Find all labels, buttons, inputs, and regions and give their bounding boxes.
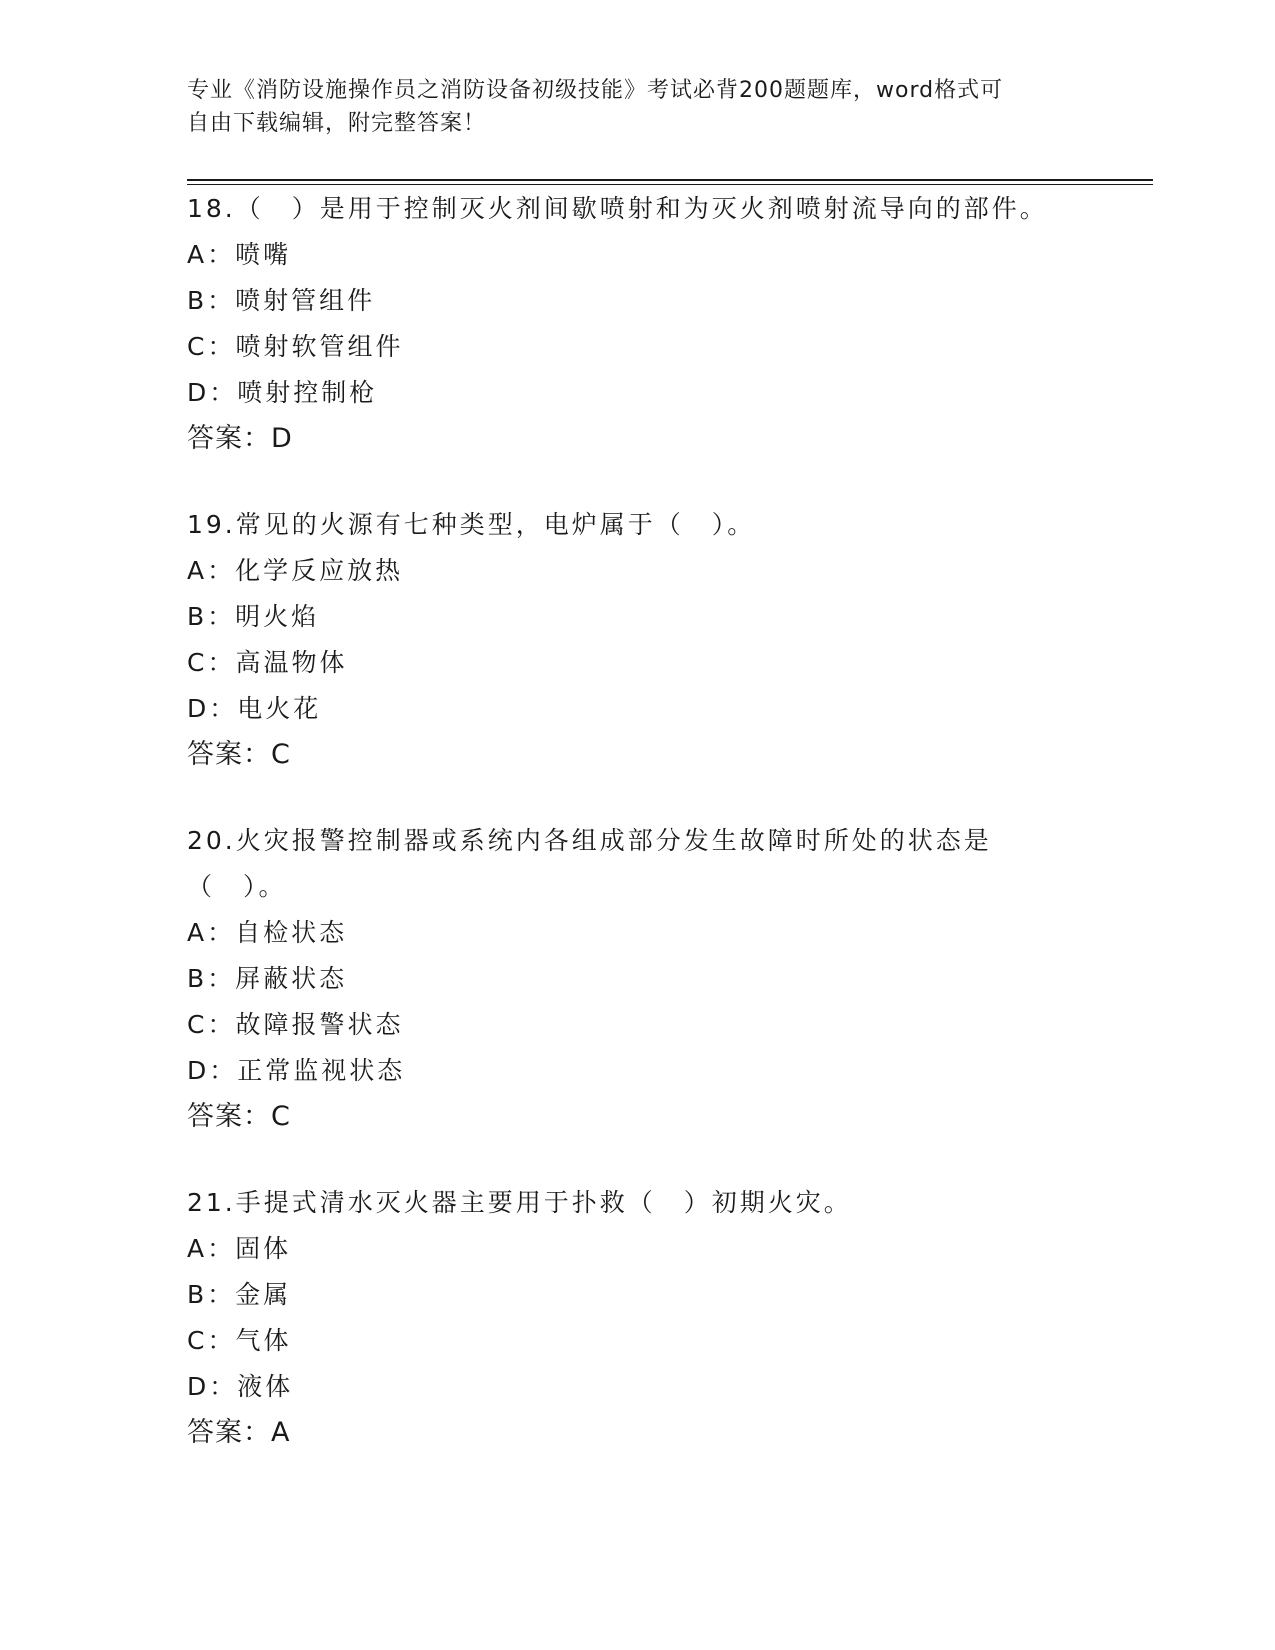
option-c: C：高温物体 <box>187 648 348 677</box>
question-stem: 19.常见的火源有七种类型，电炉属于（ ）。 <box>187 510 756 539</box>
question-20 <box>187 818 1067 1140</box>
option-b: B：屏蔽状态 <box>187 964 348 993</box>
option-b: B：喷射管组件 <box>187 286 376 315</box>
question-19 <box>187 502 1067 778</box>
option-d: D：电火花 <box>187 694 322 723</box>
option-a: A：化学反应放热 <box>187 556 404 585</box>
option-c: C：气体 <box>187 1326 292 1355</box>
option-a: A：喷嘴 <box>187 240 292 269</box>
option-c: C：喷射软管组件 <box>187 332 404 361</box>
option-d: D：喷射控制枪 <box>187 378 378 407</box>
question-stem: 18.（ ）是用于控制灭火剂间歇喷射和为灭火剂喷射流导向的部件。 <box>187 194 1048 223</box>
answer: 答案：C <box>187 1101 291 1132</box>
header-divider <box>187 179 1153 185</box>
document-header <box>187 74 1067 140</box>
header-line-1: 专业《消防设施操作员之消防设备初级技能》考试必背200题题库，word格式可 <box>187 78 1004 103</box>
question-18 <box>187 186 1067 462</box>
option-c: C：故障报警状态 <box>187 1010 404 1039</box>
option-a: A：自检状态 <box>187 918 348 947</box>
answer: 答案：A <box>187 1417 291 1448</box>
option-d: D：正常监视状态 <box>187 1056 406 1085</box>
option-b: B：明火焰 <box>187 602 320 631</box>
question-stem: 20.火灾报警控制器或系统内各组成部分发生故障时所处的状态是（ ）。 <box>187 826 992 901</box>
option-a: A：固体 <box>187 1234 292 1263</box>
question-21 <box>187 1180 1067 1456</box>
answer: 答案：C <box>187 739 291 770</box>
question-stem: 21.手提式清水灭火器主要用于扑救（ ）初期火灾。 <box>187 1188 852 1217</box>
option-b: B：金属 <box>187 1280 292 1309</box>
answer: 答案：D <box>187 423 293 454</box>
option-d: D：液体 <box>187 1372 294 1401</box>
header-line-2: 自由下载编辑，附完整答案！ <box>187 111 487 136</box>
